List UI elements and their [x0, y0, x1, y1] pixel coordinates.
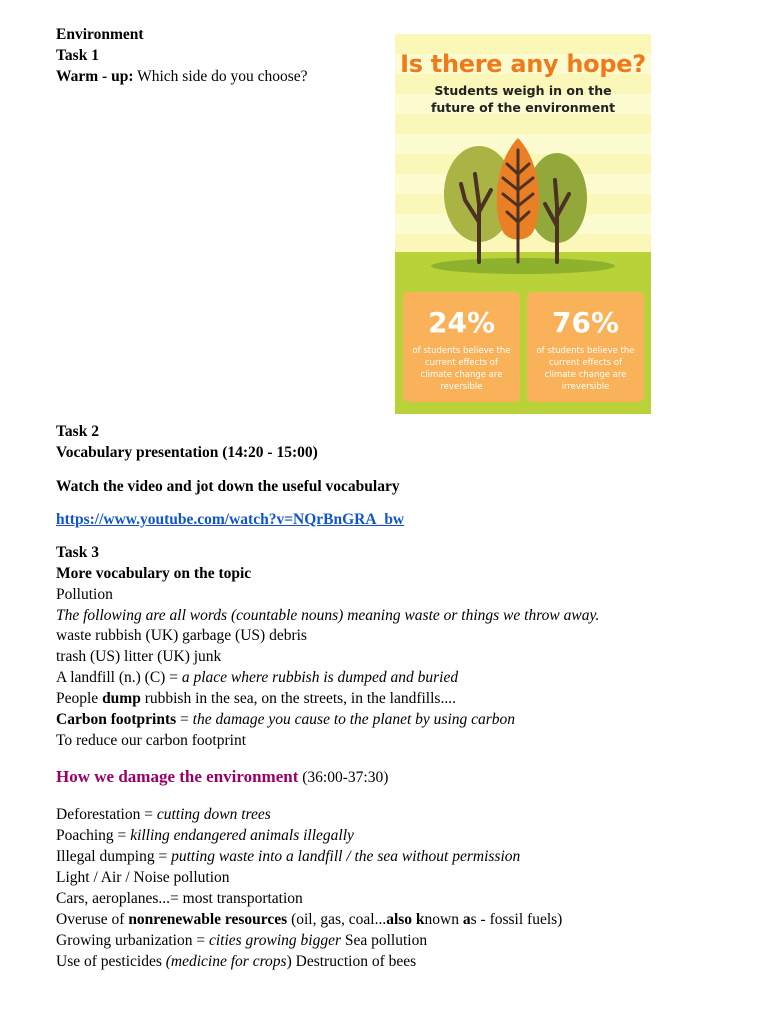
poaching-line — [56, 826, 354, 846]
overuse-pre: Overuse of — [56, 911, 129, 928]
video-link[interactable]: https://www.youtube.com/watch?v=NQrBnGRA_bw — [56, 511, 405, 528]
overuse-mid: (oil, gas, coal... — [287, 911, 387, 928]
landfill-term: A landfill (n.) (C) = — [56, 669, 182, 686]
overuse-line — [56, 910, 562, 930]
deforestation-term: Deforestation = — [56, 806, 157, 823]
task1-label: Task 1 — [56, 47, 99, 64]
words-line-1: waste rubbish (UK) garbage (US) debris — [56, 627, 307, 644]
landfill-line — [56, 668, 458, 688]
landfill-definition: a place where rubbish is dumped and buried — [181, 669, 459, 686]
overuse-also: also — [386, 911, 413, 928]
pesticides-pre: Use of pesticides — [56, 953, 166, 970]
dump-word: dump — [102, 690, 141, 707]
light-pollution-line: Light / Air / Noise pollution — [56, 869, 230, 886]
tree-middle-icon — [497, 138, 539, 262]
task2-instruction: Watch the video and jot down the useful vocabulary — [56, 478, 400, 495]
infographic-image — [395, 34, 651, 414]
task3-label: Task 3 — [56, 544, 99, 561]
overuse-a: a — [462, 911, 471, 928]
dumping-term: Illegal dumping = — [56, 848, 172, 865]
page-title: Environment — [56, 26, 144, 43]
pesticides-definition: (medicine for crops — [165, 953, 287, 970]
tree-shadow — [431, 258, 615, 274]
deforestation-definition: cutting down trees — [156, 806, 271, 823]
damage-heading-line — [56, 767, 388, 788]
stat-value-reversible: 24% — [427, 306, 496, 339]
damage-time: (36:00-37:30) — [298, 769, 389, 786]
carbon-line — [56, 710, 515, 730]
video-link-line — [56, 510, 404, 530]
poaching-definition: killing endangered animals illegally — [130, 827, 354, 844]
trees-illustration — [395, 134, 651, 274]
urbanization-term: Growing urbanization = — [56, 932, 209, 949]
reduce-line: To reduce our carbon footprint — [56, 732, 247, 749]
warmup-line — [56, 67, 308, 87]
dump-pre: People — [56, 690, 103, 707]
stat-text-reversible: of students believe the current effects of climate change are reversible — [412, 346, 511, 392]
damage-heading: How we damage the environment — [56, 767, 299, 786]
cars-line: Cars, aeroplanes...= most transportation — [56, 890, 303, 907]
overuse-bold: nonrenewable resources — [128, 911, 288, 928]
urbanization-post: Sea pollution — [340, 932, 428, 949]
stat-text-irreversible: of students believe the current effects of climate change are irreversible — [536, 346, 635, 392]
overuse-end: s - fossil fuels) — [470, 911, 563, 928]
task3-heading: More vocabulary on the topic — [56, 565, 252, 582]
stat-value-irreversible: 76% — [551, 306, 620, 339]
pollution-intro: The following are all words (countable nouns) meaning waste or things we throw away. — [56, 607, 600, 624]
pesticides-line — [56, 952, 416, 972]
stat-box-irreversible — [527, 292, 644, 402]
dumping-definition: putting waste into a landfill / the sea without permission — [171, 848, 521, 865]
dump-line — [56, 689, 456, 709]
task2-presentation: Vocabulary presentation (14:20 - 15:00) — [56, 444, 318, 461]
dumping-line — [56, 847, 520, 867]
overuse-k: k — [415, 911, 425, 928]
overuse-nown: nown — [424, 911, 463, 928]
infographic-title: Is there any hope? — [400, 50, 646, 78]
urbanization-definition: cities growing bigger — [208, 932, 341, 949]
pesticides-post: ) Destruction of bees — [286, 953, 417, 970]
warmup-label: Warm - up: — [56, 68, 134, 85]
dump-post: rubbish in the sea, on the streets, in the landfills.... — [140, 690, 456, 707]
words-line-2: trash (US) litter (UK) junk — [56, 648, 222, 665]
carbon-term: Carbon footprints — [56, 711, 177, 728]
urbanization-line — [56, 931, 427, 951]
warmup-text: Which side do you choose? — [133, 68, 308, 85]
pollution-label: Pollution — [56, 586, 113, 603]
stat-box-reversible — [403, 292, 520, 402]
infographic-subtitle: Students weigh in on the future of the environment — [430, 83, 616, 115]
task2-label: Task 2 — [56, 423, 99, 440]
carbon-definition: the damage you cause to the planet by using carbon — [192, 711, 516, 728]
deforestation-line — [56, 805, 271, 825]
carbon-eq: = — [176, 711, 193, 728]
poaching-term: Poaching = — [56, 827, 131, 844]
